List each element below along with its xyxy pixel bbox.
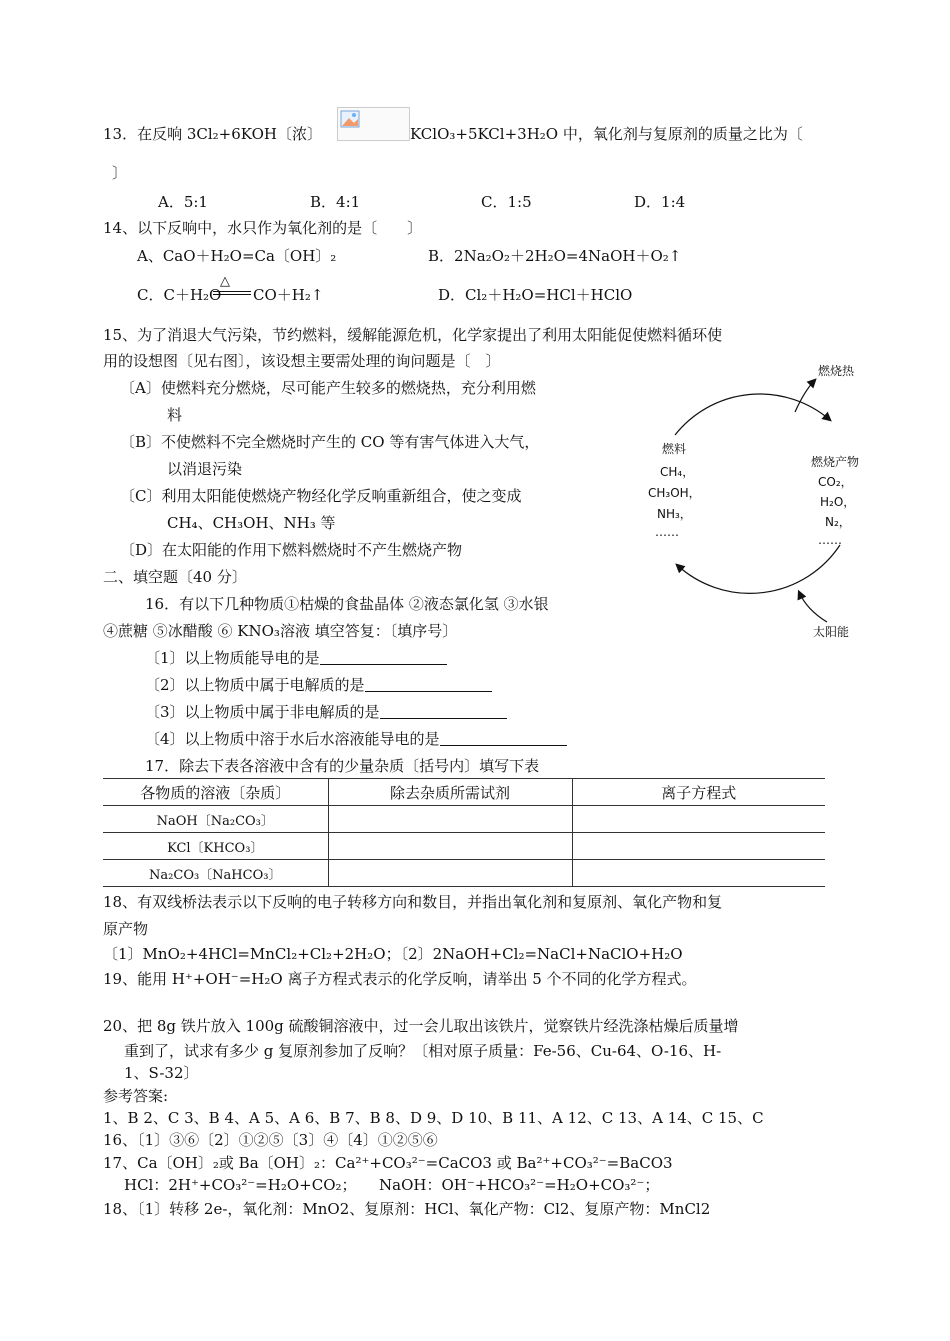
answer-blank[interactable] xyxy=(380,703,507,719)
q14-equals-line xyxy=(213,291,251,295)
q15-option-b-line2: 以消退污染 xyxy=(167,460,243,478)
q16-item-text: 〔2〕以上物质中属于电解质的是 xyxy=(145,676,365,694)
table-cell-solution: Na₂CO₃〔NaHCO₃〕 xyxy=(103,860,328,887)
q17-stem: 17．除去下表各溶液中含有的少量杂质〔括号内〕填写下表 xyxy=(145,757,540,775)
q16-item-text: 〔1〕以上物质能导电的是 xyxy=(145,649,320,667)
diagram-fuel-item: …… xyxy=(655,525,679,539)
cycle-arc-top xyxy=(675,394,830,435)
table-row xyxy=(103,860,825,887)
q13-line1: 13．在反响 3Cl₂+6KOH〔浓〕 xyxy=(103,125,322,143)
table-cell-equation[interactable] xyxy=(572,806,825,833)
diagram-product-label: 燃烧产物 xyxy=(811,455,860,469)
q17-table xyxy=(103,778,825,887)
table-cell-solution: KCl〔KHCO₃〕 xyxy=(103,833,328,860)
q15-option-a-line2: 料 xyxy=(167,406,183,424)
answers-line-18: 18、〔1〕转移 2e-，氧化剂：MnO2、复原剂：HCl、氧化产物：Cl2、复原产物：MnCl2 xyxy=(103,1200,711,1218)
q15-option-b-line1: 〔B〕不使燃料不完全燃烧时产生的 CO 等有害气体进入大气， xyxy=(120,433,540,451)
table-header: 除去杂质所需试剂 xyxy=(328,779,572,806)
fuel-cycle-diagram xyxy=(635,360,875,650)
q13-option-d: D．1:4 xyxy=(634,193,686,211)
q19-text: 19、能用 H⁺+OH⁻=H₂O 离子方程式表示的化学反响，请举出 5 个不同的化学方程式。 xyxy=(103,970,697,988)
diagram-heat-label: 燃烧热 xyxy=(818,364,855,378)
q15-stem-line2: 用的设想图〔见右图〕，该设想主要需处理的询问题是〔 〕 xyxy=(103,352,501,370)
cycle-arc-bottom xyxy=(677,545,840,593)
answers-line-1: 1、B 2、C 3、B 4、A 5、A 6、B 7、B 8、D 9、D 10、B 11、A 12、C 13、A 14、C 15、C xyxy=(103,1109,764,1127)
table-row xyxy=(103,806,825,833)
table-cell-reagent[interactable] xyxy=(328,833,572,860)
section2-title: 二、填空题〔40 分〕 xyxy=(103,568,247,586)
table-row xyxy=(103,833,825,860)
answers-line-17a: 17、Ca〔OH〕₂或 Ba〔OH〕₂：Ca²⁺+CO₃²⁻=CaCO3 或 Ba²⁺+CO₃²⁻=BaCO3 xyxy=(103,1154,673,1172)
q16-stem-line2: ④蔗糖 ⑤冰醋酸 ⑥ KNO₃溶液 填空答复：〔填序号〕 xyxy=(103,622,458,640)
diagram-fuel-label: 燃料 xyxy=(662,442,687,456)
table-cell-solution: NaOH〔Na₂CO₃〕 xyxy=(103,806,328,833)
q13-line2: 〕 xyxy=(112,164,128,182)
q18-line3: 〔1〕MnO₂+4HCl=MnCl₂+Cl₂+2H₂O；〔2〕2NaOH+Cl₂=NaCl+NaClO+H₂O xyxy=(103,945,683,963)
q18-line1: 18、有双线桥法表示以下反响的电子转移方向和数目，并指出氧化剂和复原剂、氧化产物和复 xyxy=(103,893,723,911)
table-cell-reagent[interactable] xyxy=(328,806,572,833)
q18-line2: 原产物 xyxy=(103,920,149,938)
table-cell-equation[interactable] xyxy=(572,860,825,887)
diagram-sun-label: 太阳能 xyxy=(813,625,850,639)
q14-option-d: D．Cl₂＋H₂O=HCl＋HClO xyxy=(438,286,633,304)
q15-option-d: 〔D〕在太阳能的作用下燃料燃烧时不产生燃烧产物 xyxy=(120,541,463,559)
q13-option-b: B．4:1 xyxy=(310,193,361,211)
q13-line1-rest: KClO₃+5KCl+3H₂O 中，氧化剂与复原剂的质量之比为〔 xyxy=(410,125,803,143)
answers-title: 参考答案: xyxy=(103,1087,169,1105)
table-header: 各物质的溶液〔杂质〕 xyxy=(103,779,328,806)
q20-line2: 重到了，试求有多少 g 复原剂参加了反响？〔相对原子质量：Fe-56、Cu-64、O-16、H- xyxy=(124,1042,722,1060)
q15-option-c-line1: 〔C〕利用太阳能使燃烧产物经化学反响重新组合，使之变成 xyxy=(120,487,522,505)
q15-stem-line1: 15、为了消退大气污染，节约燃料，缓解能源危机，化学家提出了利用太阳能促使燃料循环使 xyxy=(103,326,723,344)
q16-item-3 xyxy=(145,702,507,722)
diagram-product-item: CO₂， xyxy=(818,475,853,489)
sun-arrow xyxy=(799,592,827,622)
q14-option-a: A、CaO＋H₂O=Ca〔OH〕₂ xyxy=(137,247,337,265)
q16-item-1 xyxy=(145,648,447,668)
answers-line-16: 16、〔1〕③⑥〔2〕①②⑤〔3〕④〔4〕①②⑤⑥ xyxy=(103,1131,438,1149)
q16-stem-line1: 16．有以下几种物质①枯燥的食盐晶体 ②液态氯化氢 ③水银 xyxy=(145,595,549,613)
q16-item-text: 〔4〕以上物质中溶于水后水溶液能导电的是 xyxy=(145,730,440,748)
q13-option-c: C．1:5 xyxy=(481,193,532,211)
diagram-fuel-item: CH₃OH， xyxy=(648,486,701,500)
answer-blank[interactable] xyxy=(440,730,567,746)
diagram-fuel-item: CH₄， xyxy=(660,465,695,479)
diagram-product-item: …… xyxy=(818,533,842,547)
q14-stem: 14、以下反响中，水只作为氧化剂的是〔 〕 xyxy=(103,219,423,237)
answers-line-17b: HCl：2H⁺+CO₃²⁻=H₂O+CO₂； NaOH：OH⁻+HCO₃²⁻=H₂O+CO₃²⁻； xyxy=(124,1176,660,1194)
answer-blank[interactable] xyxy=(365,676,492,692)
q20-line3: 1、S-32〕 xyxy=(124,1064,199,1082)
q14-option-c-left: C．C＋H₂O xyxy=(137,286,222,304)
diagram-fuel-item: NH₃， xyxy=(657,507,692,521)
q20-line1: 20、把 8g 铁片放入 100g 硫酸铜溶液中，过一会儿取出该铁片，觉察铁片经洗涤枯燥后质量增 xyxy=(103,1017,739,1035)
q14-option-b: B．2Na₂O₂＋2H₂O=4NaOH＋O₂↑ xyxy=(428,247,682,265)
table-header: 离子方程式 xyxy=(572,779,825,806)
q15-option-a-line1: 〔A〕使燃料充分燃烧，尽可能产生较多的燃烧热，充分利用燃 xyxy=(120,379,536,397)
q13-option-a: A．5:1 xyxy=(158,193,208,211)
q15-option-c-line2: CH₄、CH₃OH、NH₃ 等 xyxy=(167,514,336,532)
table-cell-equation[interactable] xyxy=(572,833,825,860)
diagram-product-item: H₂O， xyxy=(820,495,856,509)
q16-item-text: 〔3〕以上物质中属于非电解质的是 xyxy=(145,703,380,721)
table-cell-reagent[interactable] xyxy=(328,860,572,887)
q16-item-2 xyxy=(145,675,492,695)
q14-heat-condition: △ xyxy=(220,274,230,289)
broken-image-icon xyxy=(340,110,362,130)
answer-blank[interactable] xyxy=(320,649,447,665)
diagram-product-item: N₂， xyxy=(825,515,851,529)
reaction-condition-image xyxy=(337,107,410,141)
q16-item-4 xyxy=(145,729,567,749)
q14-option-c-right: CO＋H₂↑ xyxy=(253,286,324,304)
